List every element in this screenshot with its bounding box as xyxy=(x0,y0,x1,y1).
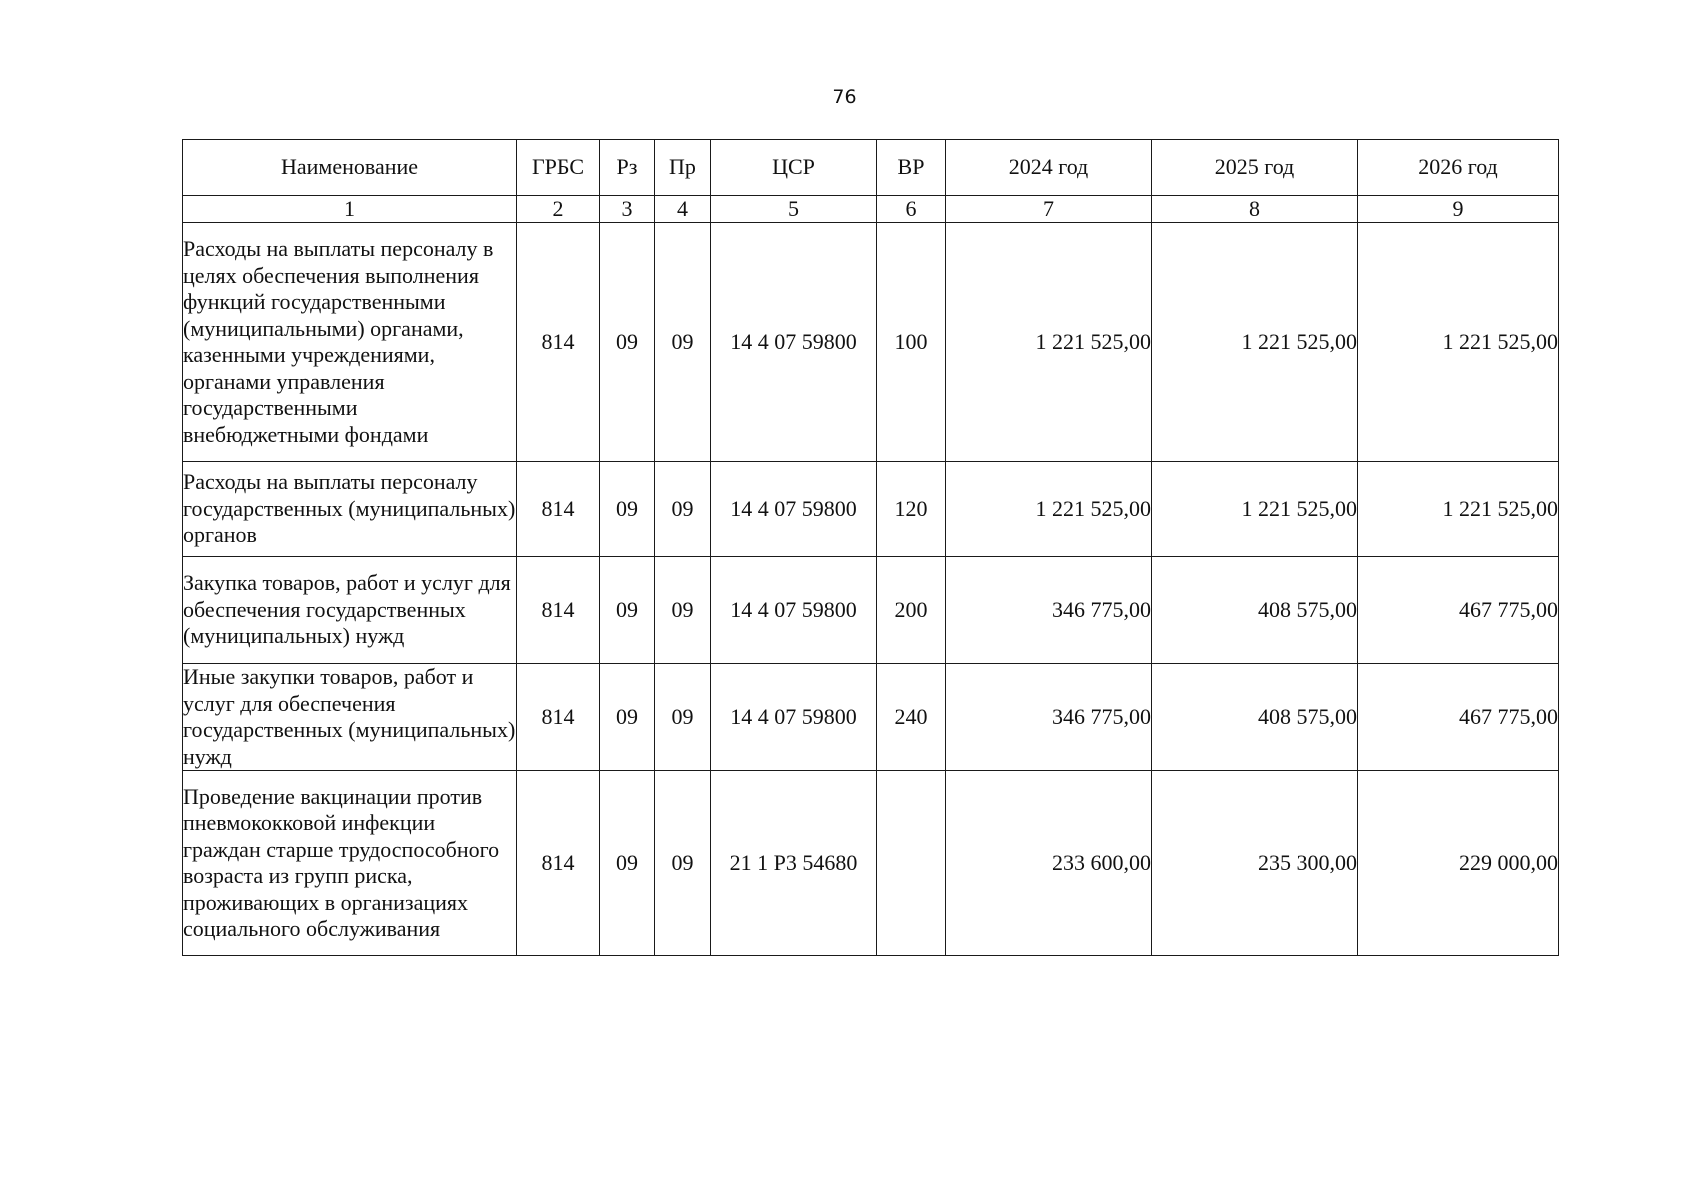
cell-2025: 1 221 525,00 xyxy=(1152,462,1358,557)
cell-rz: 09 xyxy=(600,223,655,462)
table-row xyxy=(183,557,1559,664)
cell-2026: 229 000,00 xyxy=(1358,771,1559,956)
cell-2025: 1 221 525,00 xyxy=(1152,223,1358,462)
cell-vr: 120 xyxy=(877,462,946,557)
cell-2024: 233 600,00 xyxy=(946,771,1152,956)
cell-2024: 1 221 525,00 xyxy=(946,223,1152,462)
column-number: 4 xyxy=(655,196,711,223)
header-rz: Рз xyxy=(600,140,655,196)
cell-vr: 100 xyxy=(877,223,946,462)
cell-vr: 240 xyxy=(877,664,946,771)
cell-grbs: 814 xyxy=(517,223,600,462)
cell-2025: 408 575,00 xyxy=(1152,557,1358,664)
cell-csr: 14 4 07 59800 xyxy=(711,462,877,557)
cell-name: Проведение вакцинации против пневмококковой инфекции граждан старше трудоспособного возраста из групп риска, проживающих в организациях социального обслуживания xyxy=(183,771,517,956)
cell-csr: 14 4 07 59800 xyxy=(711,223,877,462)
cell-csr: 21 1 P3 54680 xyxy=(711,771,877,956)
cell-name: Закупка товаров, работ и услуг для обеспечения государственных (муниципальных) нужд xyxy=(183,557,517,664)
cell-name: Иные закупки товаров, работ и услуг для обеспечения государственных (муниципальных) нужд xyxy=(183,664,516,769)
column-number-row xyxy=(183,196,1559,223)
cell-grbs: 814 xyxy=(517,462,600,557)
cell-rz: 09 xyxy=(600,664,655,771)
cell-pr: 09 xyxy=(655,223,711,462)
header-2025: 2025 год xyxy=(1152,140,1358,196)
header-row xyxy=(183,140,1559,196)
table-row xyxy=(183,462,1559,557)
column-number: 6 xyxy=(877,196,946,223)
cell-2026: 467 775,00 xyxy=(1358,557,1559,664)
header-2026: 2026 год xyxy=(1358,140,1559,196)
cell-pr: 09 xyxy=(655,557,711,664)
column-number: 8 xyxy=(1152,196,1358,223)
cell-name: Расходы на выплаты персоналу в целях обеспечения выполнения функций государственными (муниципальными) органами, казенными учреждениями, органами управления государственными внебюджетными фондами xyxy=(183,223,517,462)
cell-vr: 200 xyxy=(877,557,946,664)
cell-pr: 09 xyxy=(655,771,711,956)
column-number: 2 xyxy=(517,196,600,223)
cell-name: Расходы на выплаты персоналу государственных (муниципальных) органов xyxy=(183,462,517,557)
cell-2026: 1 221 525,00 xyxy=(1358,223,1559,462)
cell-rz: 09 xyxy=(600,462,655,557)
cell-grbs: 814 xyxy=(517,771,600,956)
column-number: 3 xyxy=(600,196,655,223)
budget-table xyxy=(182,139,1559,956)
cell-pr: 09 xyxy=(655,462,711,557)
cell-2025: 408 575,00 xyxy=(1152,664,1358,771)
cell-2026: 1 221 525,00 xyxy=(1358,462,1559,557)
cell-2025: 235 300,00 xyxy=(1152,771,1358,956)
cell-csr: 14 4 07 59800 xyxy=(711,557,877,664)
column-number: 7 xyxy=(946,196,1152,223)
cell-2026: 467 775,00 xyxy=(1358,664,1559,771)
header-2024: 2024 год xyxy=(946,140,1152,196)
header-csr: ЦСР xyxy=(711,140,877,196)
table-row xyxy=(183,223,1559,462)
table-row xyxy=(183,664,1559,771)
header-vr: ВР xyxy=(877,140,946,196)
column-number: 5 xyxy=(711,196,877,223)
column-number: 1 xyxy=(183,196,517,223)
page-number: 76 xyxy=(832,86,857,108)
table-row xyxy=(183,771,1559,956)
header-pr: Пр xyxy=(655,140,711,196)
cell-2024: 346 775,00 xyxy=(946,664,1152,771)
header-grbs: ГРБС xyxy=(517,140,600,196)
cell-pr: 09 xyxy=(655,664,711,771)
cell-vr xyxy=(877,771,946,956)
cell-grbs: 814 xyxy=(517,664,600,771)
header-name: Наименование xyxy=(183,140,517,196)
cell-2024: 1 221 525,00 xyxy=(946,462,1152,557)
cell-grbs: 814 xyxy=(517,557,600,664)
cell-rz: 09 xyxy=(600,771,655,956)
cell-2024: 346 775,00 xyxy=(946,557,1152,664)
cell-csr: 14 4 07 59800 xyxy=(711,664,877,771)
column-number: 9 xyxy=(1358,196,1559,223)
cell-rz: 09 xyxy=(600,557,655,664)
